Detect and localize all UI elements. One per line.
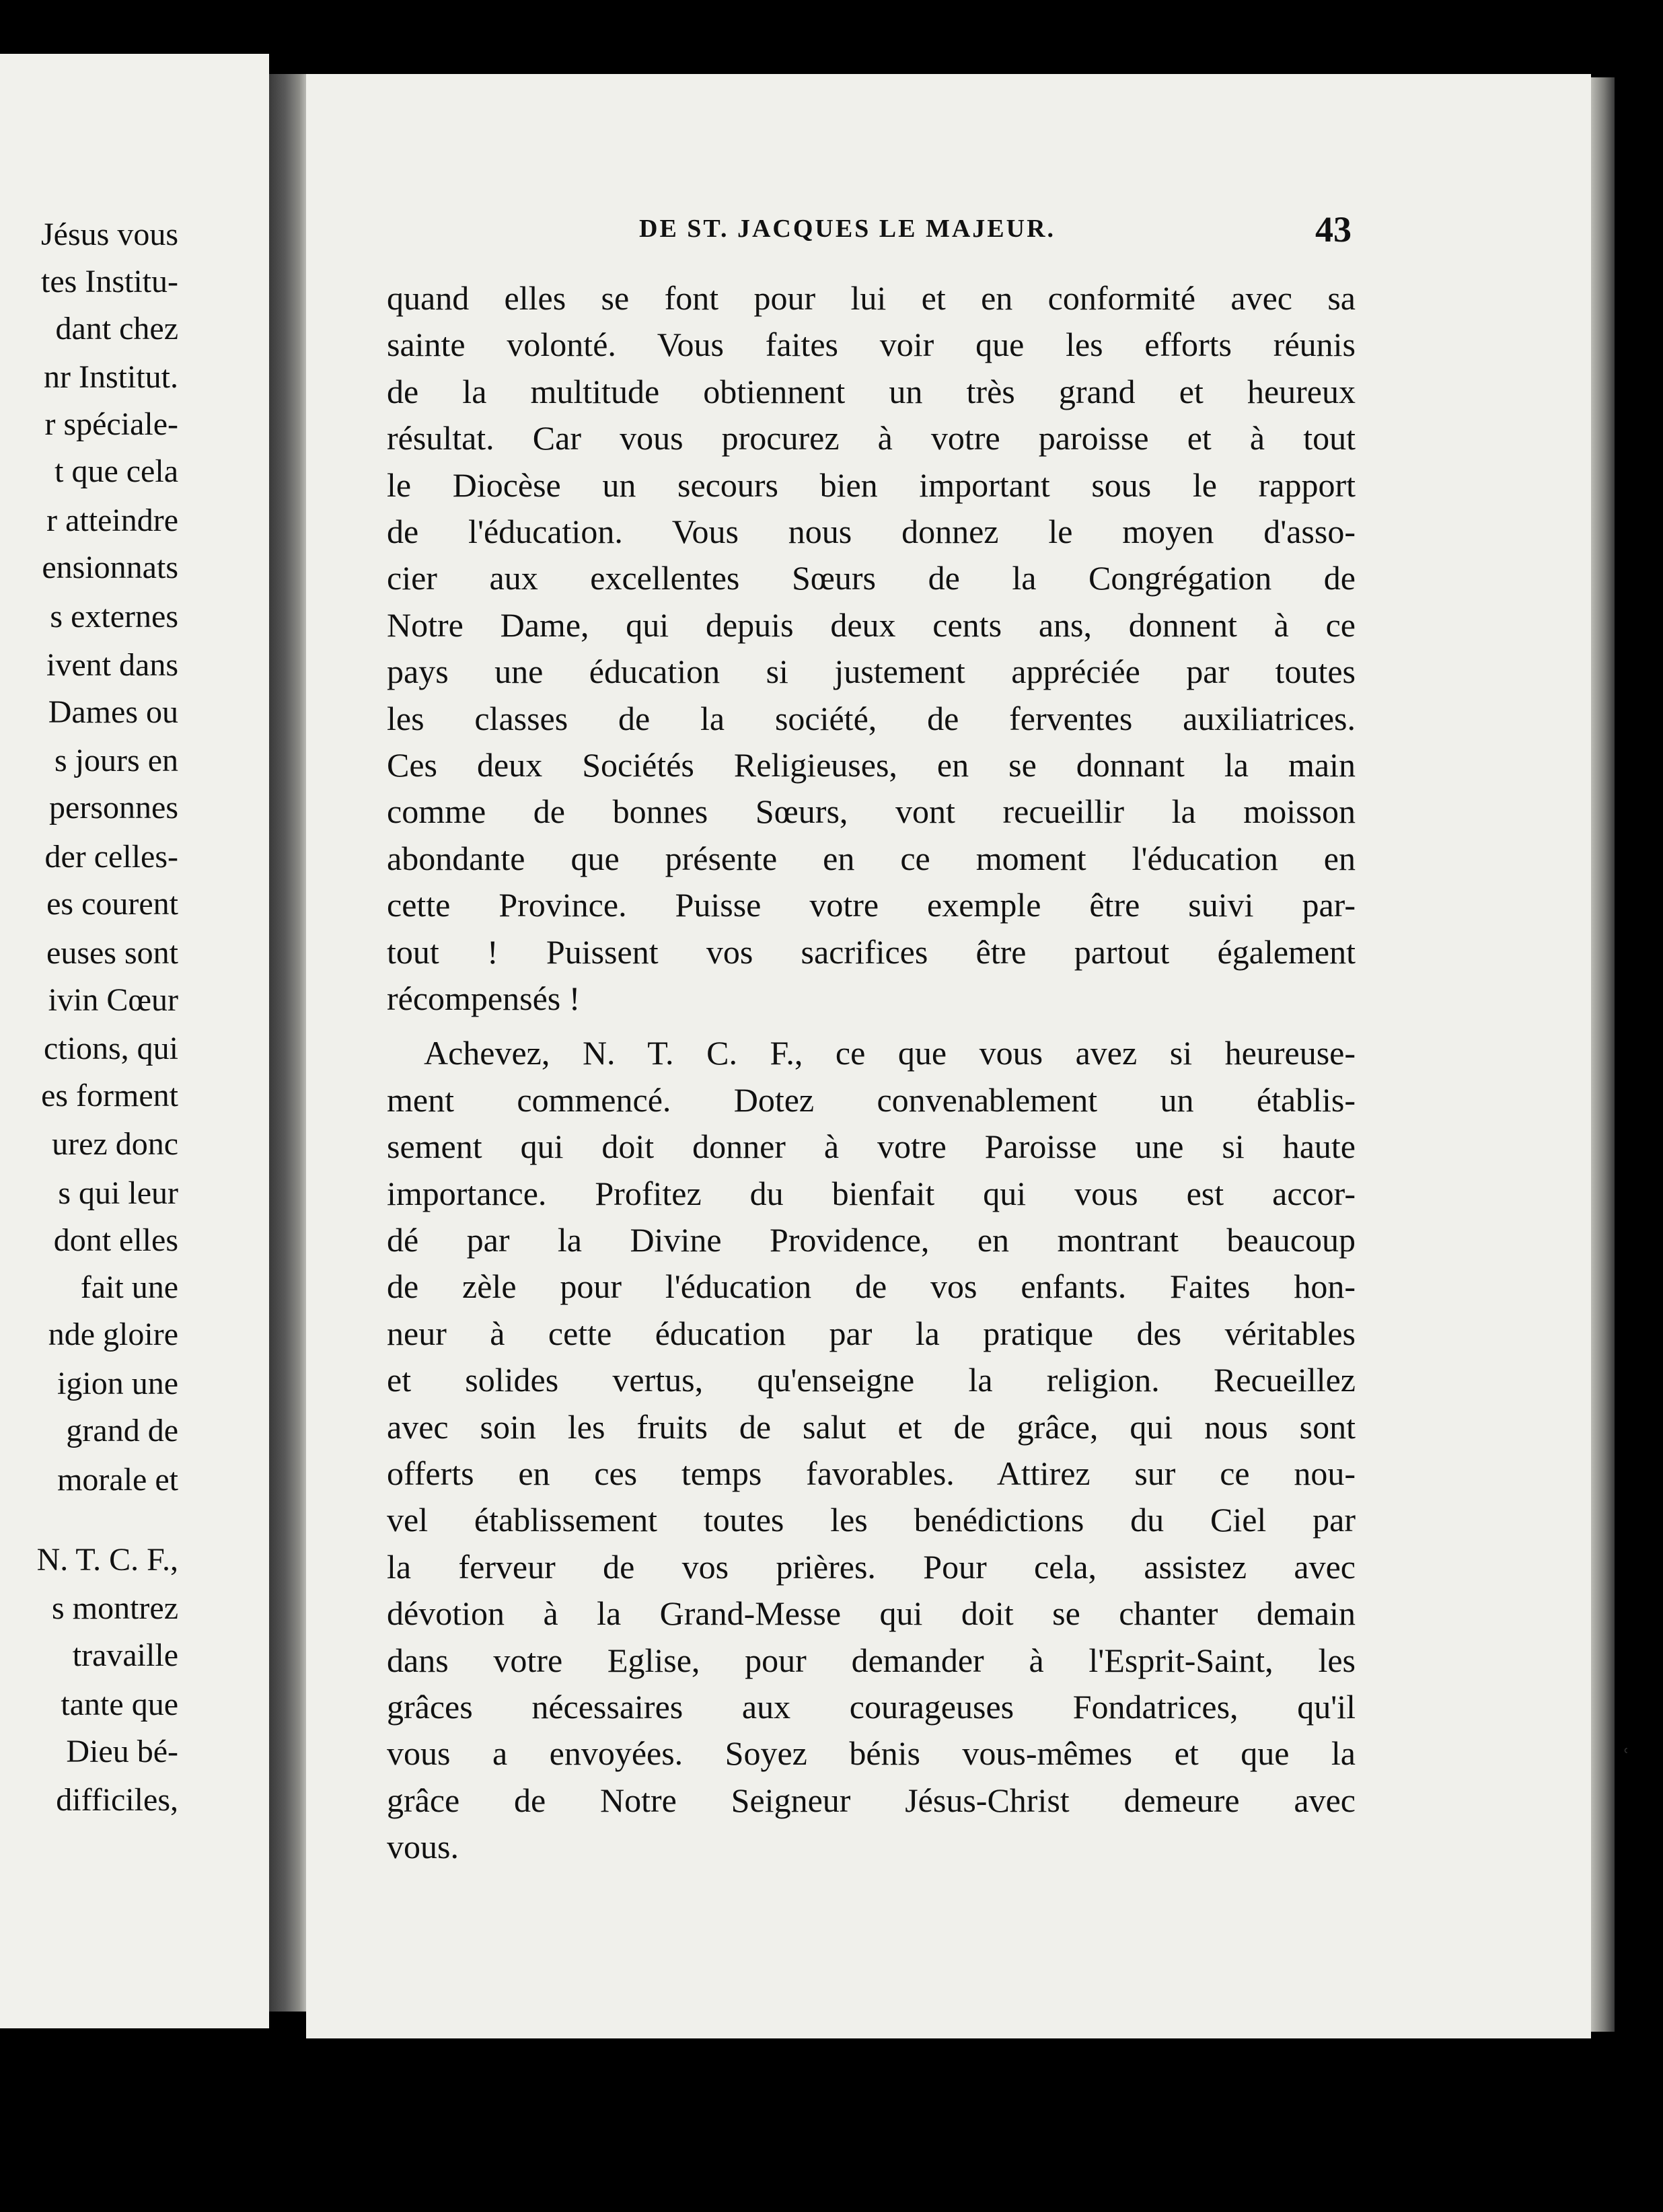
body-line: de la multitude obtiennent un très grand et heureux — [387, 372, 1356, 410]
body-line: grâce de Notre Seigneur Jésus-Christ demeure avec — [387, 1781, 1356, 1819]
left-page-line: Dieu bé- — [66, 1734, 178, 1769]
body-line: offerts en ces temps favorables. Attirez sur ce nou- — [387, 1454, 1356, 1492]
page-edge — [1591, 77, 1615, 2032]
body-line: neur à cette éducation par la pratique des véritables — [387, 1314, 1356, 1352]
body-line: grâces nécessaires aux courageuses Fondatrices, qu'il — [387, 1688, 1356, 1726]
left-page-line: personnes — [49, 790, 178, 825]
left-page-line: s montrez — [52, 1590, 178, 1626]
body-line: récompensés ! — [387, 980, 581, 1017]
left-page-line: Jésus vous — [40, 217, 178, 252]
left-page-line: tante que — [61, 1687, 178, 1722]
left-page-line: difficiles, — [56, 1782, 178, 1818]
left-page-line: ivin Cœur — [48, 982, 178, 1018]
left-page-line: urez donc — [52, 1126, 178, 1162]
left-page-line: t que cela — [54, 453, 178, 489]
body-line: cier aux excellentes Sœurs de la Congrégation de — [387, 559, 1356, 597]
left-page-line: fait une — [80, 1269, 178, 1305]
left-page-line: N. T. C. F., — [36, 1542, 178, 1578]
body-line: résultat. Car vous procurez à votre paroisse et à tout — [387, 419, 1356, 457]
body-line: quand elles se font pour lui et en conformité avec sa — [387, 279, 1356, 317]
left-page-line: es courent — [46, 886, 178, 922]
left-page-line: tes Institu- — [41, 264, 178, 299]
left-page-line: euses sont — [46, 935, 178, 971]
body-line: importance. Profitez du bienfait qui vous est accor- — [387, 1174, 1356, 1212]
body-line: de zèle pour l'éducation de vos enfants. Faites hon- — [387, 1267, 1356, 1306]
body-line: sainte volonté. Vous faites voir que les efforts réunis — [387, 326, 1356, 364]
left-page-line: Dames ou — [48, 694, 178, 730]
left-page-line: igion une — [57, 1366, 178, 1401]
left-page-line: ensionnats — [42, 550, 178, 585]
body-line: vel établissement toutes les benédictions du Ciel par — [387, 1501, 1356, 1539]
body-line: la ferveur de vos prières. Pour cela, assistez avec — [387, 1547, 1356, 1586]
body-line: dévotion à la Grand-Messe qui doit se chanter demain — [387, 1594, 1356, 1633]
body-line: avec soin les fruits de salut et de grâce, qui nous sont — [387, 1407, 1356, 1446]
body-line: comme de bonnes Sœurs, vont recueillir la moisson — [387, 792, 1356, 831]
body-line: vous. — [387, 1828, 459, 1866]
body-line: Achevez, N. T. C. F., ce que vous avez si heureuse- — [424, 1034, 1356, 1072]
running-head: DE ST. JACQUES LE MAJEUR. — [639, 215, 1056, 243]
body-line: de l'éducation. Vous nous donnez le moyen d'asso- — [387, 513, 1356, 550]
left-page-line: nr Institut. — [44, 359, 178, 395]
body-line: vous a envoyées. Soyez bénis vous-mêmes et que la — [387, 1734, 1356, 1773]
speck-mark: ʿ — [1621, 1743, 1631, 1773]
left-page-line: dant chez — [55, 311, 178, 346]
left-page-line: morale et — [57, 1462, 178, 1498]
book-gutter — [269, 74, 309, 2012]
body-line: et solides vertus, qu'enseigne la religion. Recueillez — [387, 1361, 1356, 1399]
left-page — [0, 54, 269, 2028]
left-page-line: ivent dans — [46, 647, 178, 683]
left-page-line: r spéciale- — [44, 406, 178, 442]
left-page-line: r atteindre — [46, 503, 178, 538]
left-page-line: der celles- — [44, 839, 178, 875]
left-page-line: travaille — [72, 1637, 178, 1673]
body-line: dé par la Divine Providence, en montrant beaucoup — [387, 1221, 1356, 1259]
body-line: Notre Dame, qui depuis deux cents ans, donnent à ce — [387, 605, 1356, 644]
body-line: abondante que présente en ce moment l'éducation en — [387, 839, 1356, 877]
left-page-line: nde gloire — [48, 1317, 178, 1352]
left-page-line: s externes — [50, 599, 178, 634]
body-line: dans votre Eglise, pour demander à l'Esprit-Saint, les — [387, 1641, 1356, 1679]
left-page-line: dont elles — [53, 1222, 178, 1258]
body-line: tout ! Puissent vos sacrifices être partout également — [387, 932, 1356, 971]
left-page-line: ctions, qui — [44, 1031, 178, 1066]
left-page-line: grand de — [66, 1413, 178, 1448]
body-line: sement qui doit donner à votre Paroisse une si haute — [387, 1128, 1356, 1166]
body-line: Ces deux Sociétés Religieuses, en se donnant la main — [387, 746, 1356, 784]
page-number: 43 — [1315, 209, 1352, 250]
body-line: ment commencé. Dotez convenablement un établis- — [387, 1080, 1356, 1119]
left-page-line: s jours en — [54, 743, 178, 778]
body-line: les classes de la société, de ferventes auxiliatrices. — [387, 699, 1356, 737]
body-line: pays une éducation si justement appréciée par toutes — [387, 653, 1356, 691]
body-line: cette Province. Puisse votre exemple être suivi par- — [387, 886, 1356, 924]
left-page-line: es forment — [41, 1078, 178, 1113]
left-page-line: s qui leur — [58, 1175, 178, 1211]
body-line: le Diocèse un secours bien important sous le rapport — [387, 466, 1356, 504]
